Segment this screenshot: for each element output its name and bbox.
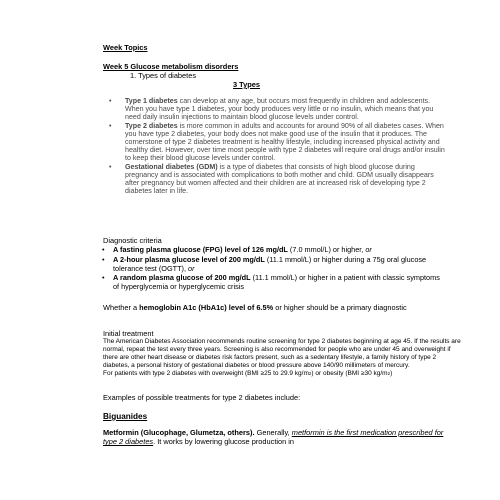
subtitle: 3 Types (233, 80, 260, 89)
diabetes-types-list (105, 97, 445, 195)
metformin-bold: Metformin (Glucophage, Glumetza, others). (103, 428, 255, 437)
bullet-icon: • (102, 273, 105, 282)
superscript: 2 (308, 370, 312, 376)
initial-treatment-text (103, 338, 463, 378)
list-item (105, 97, 445, 122)
hba1c-pre: Whether a (103, 303, 140, 312)
criteria-bold: A fasting plasma glucose (FPG) level of 126 mg/dL (113, 245, 288, 254)
criteria-bold: A random plasma glucose of 200 mg/dL (113, 273, 251, 282)
type-term: Type 1 diabetes (125, 97, 178, 105)
criteria-text: (11.1 mmol/L) or higher during a 75g oral glucose tolerance test (OGTT), (113, 255, 427, 273)
hba1c-post: or higher should be a primary diagnostic (273, 303, 407, 312)
bullet-icon: • (109, 97, 112, 105)
criteria-or: or (365, 245, 372, 254)
numbered-item: 1. Types of diabetes (130, 71, 197, 80)
type-term: Type 2 diabetes (125, 121, 178, 130)
type-text: can develop at any age, but occurs most frequently in children and adolescents. When you have type 1 diabetes, your body produces very little or no insulin, which means that you need daily insulin injections to maintain blood glucose levels under control. (125, 97, 434, 122)
biguanides-heading: Biguanides (103, 412, 148, 421)
week-topics-heading: Week Topics (103, 43, 148, 52)
metformin-paragraph (103, 428, 448, 446)
bmi-text-mid: ) or obesity (BMI ≥30 kg/m (311, 369, 388, 377)
criteria-item (102, 255, 443, 273)
criteria-or: or (188, 264, 195, 273)
bullet-icon: • (109, 162, 112, 171)
hba1c-paragraph (103, 303, 448, 312)
section-heading: Week 5 Glucose metabolism disorders (103, 62, 239, 71)
criteria-bold: A 2-hour plasma glucose level of 200 mg/dL (113, 255, 265, 264)
screening-text: The American Diabetes Association recommends routine screening for type 2 diabetes beginning at age 45. If the results are normal, repeat the test every three years. Screening is also recommended for people who are under 45 and overweight if there are other heart disease or diabetes risk factors present, such as a sedentary lifestyle, a family history of type 2 diabetes, a personal history of gestational diabetes or blood pressure above 140/90 millimeters of mercury. (103, 338, 461, 369)
criteria-item (102, 245, 443, 254)
superscript: 2 (387, 370, 391, 376)
criteria-item (102, 273, 443, 291)
metformin-link-text: metformin is the first medication prescribed for type 2 diabetes (103, 428, 444, 447)
list-item (105, 163, 445, 196)
bmi-text-end: ) (390, 369, 393, 377)
bmi-text-pre: For patients with type 2 diabetes with overweight (BMI ≥25 to 29.9 kg/m (103, 369, 309, 377)
criteria-text: (7.0 mmol/L) or higher, (287, 245, 366, 254)
metformin-post: . It works by lowering glucose production in (153, 437, 295, 447)
type-term: Gestational diabetes (GDM) (125, 162, 218, 171)
type-text: is a type of diabetes that consists of high blood glucose during pregnancy and is associated with complications to both mother and child. GDM usually disappears after pregnancy but women affected and their children are at increased risk of developing type 2 diabetes later in life. (125, 162, 434, 196)
type-text: is more common in adults and accounts for around 90% of all diabetes cases. When you have type 2 diabetes, your body does not make good use of the insulin that it produces. The cornerstone of type 2 diabetes treatment is healthy lifestyle, including increased physical activity and healthy diet. However, over time most people with type 2 diabetes will require oral drugs and/or insulin to keep their blood glucose levels under control. (125, 121, 445, 163)
initial-treatment-label: Initial treatment (103, 329, 154, 338)
bullet-icon: • (109, 121, 112, 130)
hba1c-bold: hemoglobin A1c (HbA1c) level of 6.5% (139, 303, 274, 312)
diagnostic-label: Diagnostic criteria (103, 236, 162, 245)
list-item (105, 122, 445, 163)
bullet-icon: • (102, 255, 105, 264)
bullet-icon: • (102, 245, 105, 254)
examples-text: Examples of possible treatments for type 2 diabetes include: (103, 393, 301, 402)
metformin-pre: Generally, (254, 428, 292, 437)
criteria-text: (11.1 mmol/L) or higher in a patient with classic symptoms of hyperglycemia or hyperglycemic crisis (113, 273, 440, 291)
